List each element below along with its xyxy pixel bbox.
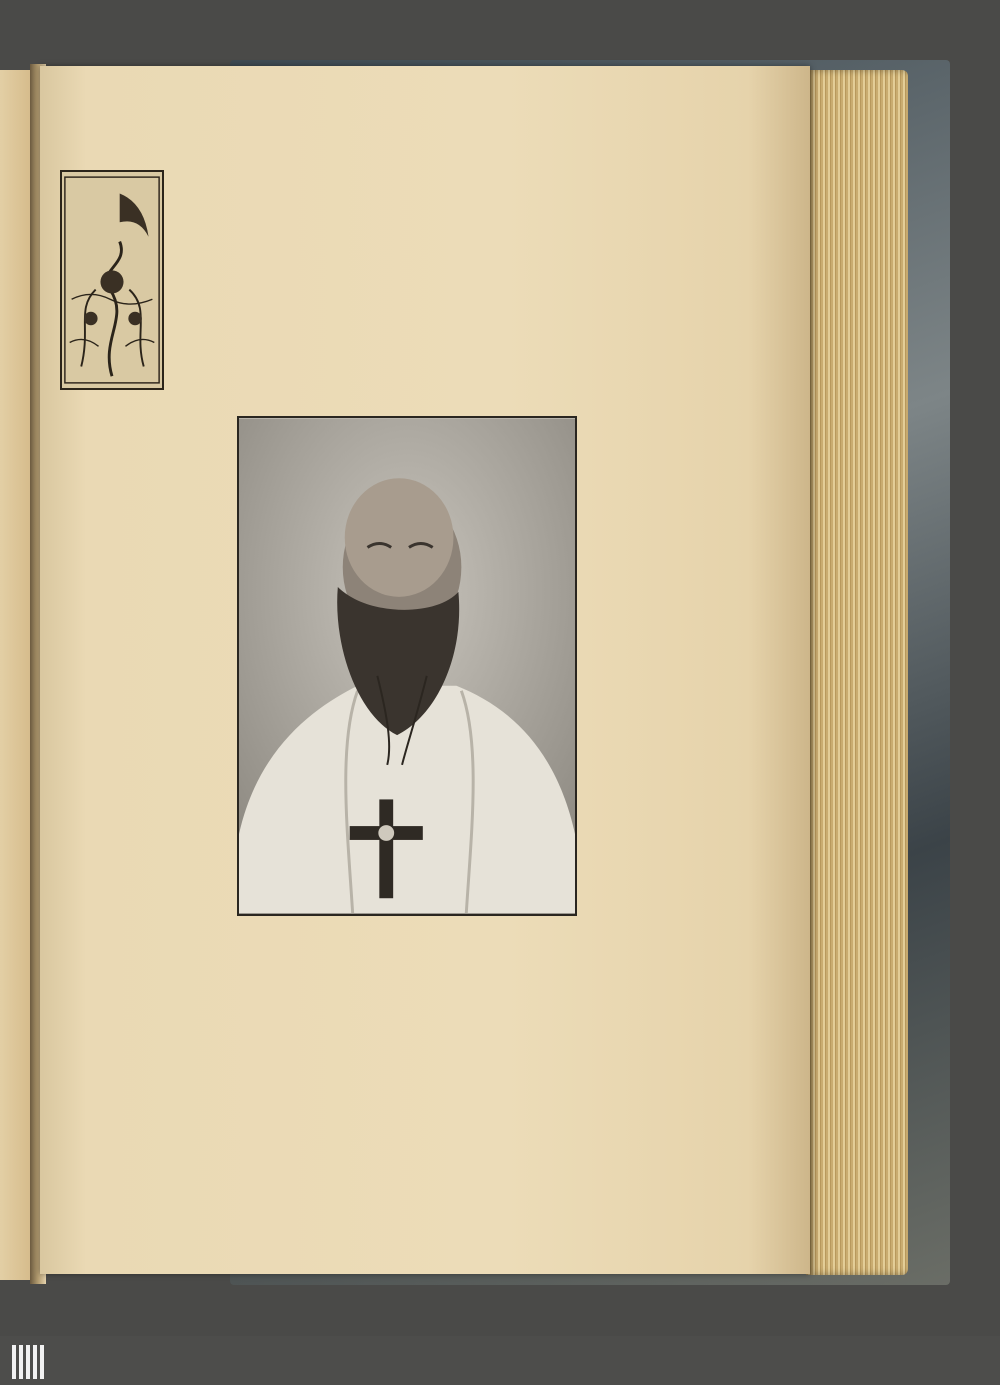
library-logo-icon (10, 1341, 50, 1381)
ornamental-initial (60, 170, 164, 390)
right-page (40, 66, 810, 1274)
portrait-icon (239, 418, 575, 914)
page-edges (806, 70, 908, 1275)
portrait-photo (237, 416, 577, 916)
library-footer (0, 1336, 1000, 1385)
floral-ornament-icon (62, 172, 162, 388)
